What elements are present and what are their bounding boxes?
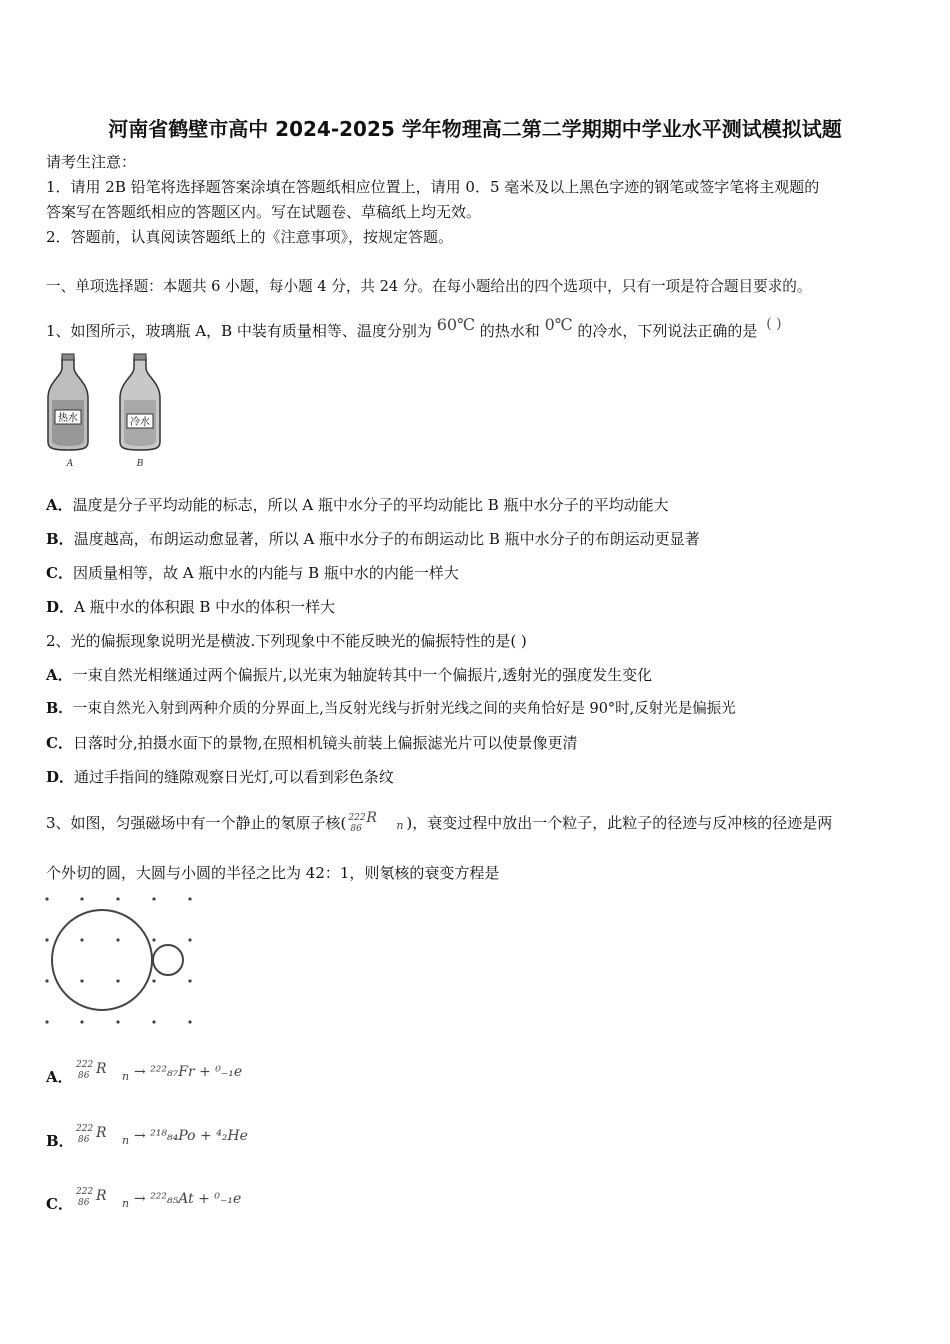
option-text: 日落时分,拍摄水面下的景物,在照相机镜头前装上偏振滤光片可以使景像更清 — [72, 734, 578, 752]
option-key: C． — [46, 734, 73, 752]
option-text: 因质量相等，故 A 瓶中水的内能与 B 瓶中水的内能一样大 — [72, 564, 459, 582]
option-text: 通过手指间的缝隙观察日光灯,可以看到彩色条纹 — [74, 768, 394, 786]
nuc-tail: n — [122, 1134, 130, 1147]
bottle-b-label: 冷水 — [130, 417, 150, 428]
radon-nucleus-symbol — [346, 810, 406, 835]
option-text: 温度越高，布朗运动愈显著，所以 A 瓶中水分子的布朗运动比 B 瓶中水分子的布朗运动更显著 — [73, 530, 700, 548]
q2-option-d — [46, 766, 394, 788]
option-key: B． — [46, 700, 73, 717]
q2-option-c — [46, 732, 578, 754]
option-key: B． — [46, 1132, 74, 1150]
notice-line-1: 1．请用 2B 铅笔将选择题答案涂填在答题纸相应位置上，请用 0．5 毫米及以上黑色字迹的钢笔或签字笔将主观题的 — [46, 178, 820, 196]
q2-option-b — [46, 698, 736, 720]
nuc-symbol: R — [96, 1188, 107, 1204]
bottle-b-caption: B — [136, 459, 144, 469]
option-key: A． — [46, 496, 73, 514]
q1-stem-part-b: 的热水和 — [479, 322, 540, 340]
q1-option-d — [46, 596, 335, 618]
section-heading: 一、单项选择题：本题共 6 小题，每小题 4 分，共 24 分。在每小题给出的四个选项中，只有一项是符合题目要求的。 — [46, 278, 812, 295]
option-key: C． — [46, 1195, 73, 1213]
nuc-mass: 222 — [76, 1060, 94, 1070]
notice-line-3: 2．答题前，认真阅读答题纸上的《注意事项》，按规定答题。 — [46, 228, 454, 246]
field-dots — [45, 897, 191, 1023]
q3-stem-line-2: 个外切的圆，大圆与小圆的半径之比为 42：1，则氡核的衰变方程是 — [46, 864, 500, 882]
option-key: B． — [46, 530, 74, 548]
q3-option-a — [46, 1066, 73, 1088]
nuc-tail: n — [396, 819, 404, 832]
q2-option-a — [46, 664, 652, 686]
option-text: A 瓶中水的体积跟 B 中水的体积一样大 — [74, 598, 336, 616]
q3-option-b — [46, 1130, 74, 1152]
q1-option-c — [46, 562, 459, 584]
q3-option-c-lhs — [76, 1187, 136, 1213]
q1-bottles-figure — [46, 352, 171, 472]
q1-temp-hot: 60℃ — [436, 315, 475, 334]
bottle-a-caption: A — [66, 459, 74, 469]
large-track-circle — [52, 910, 152, 1010]
q3-stem-part-b: )，衰变过程中放出一个粒子，此粒子的径迹与反冲核的径迹是两 — [406, 814, 833, 832]
notice-heading: 请考生注意： — [46, 153, 137, 171]
q1-stem-part-a: 1、如图所示，玻璃瓶 A，B 中装有质量相等、温度分别为 — [46, 322, 432, 340]
q3-option-a-lhs — [76, 1060, 136, 1086]
q3-option-b-lhs — [76, 1124, 136, 1150]
q1-stem-part-c: 的冷水，下列说法正确的是 — [577, 322, 758, 340]
nuc-symbol: R — [96, 1125, 107, 1141]
q3-stem-part-a: 3、如图，匀强磁场中有一个静止的氡原子核( — [46, 814, 347, 832]
nuc-symbol: R — [366, 810, 377, 826]
q1-option-b — [46, 528, 700, 550]
option-key: D． — [46, 598, 75, 616]
nuc-charge: 86 — [78, 1135, 90, 1145]
q1-answer-paren: ( ) — [766, 316, 782, 332]
nuc-mass: 222 — [76, 1124, 94, 1134]
option-text: 一束自然光入射到两种介质的分界面上,当反射光线与折射光线之间的夹角恰好是 90°时,反射光是偏振光 — [72, 701, 736, 717]
nuc-charge: 86 — [78, 1071, 90, 1081]
option-text: 温度是分子平均动能的标志，所以 A 瓶中水分子的平均动能比 B 瓶中水分子的平均动能大 — [72, 496, 669, 514]
option-key: D． — [46, 768, 75, 786]
bottle-b-cold-water — [120, 354, 160, 469]
bottle-a-label: 热水 — [58, 413, 78, 424]
option-text: 一束自然光相继通过两个偏振片,以光束为轴旋转其中一个偏振片,透射光的强度发生变化 — [72, 666, 653, 684]
nuc-mass: 222 — [348, 813, 366, 823]
q3-option-b-rhs: → ²¹⁸₈₄Po + ⁴₂He — [134, 1128, 248, 1144]
option-key: C． — [46, 564, 73, 582]
q3-stem-line-1 — [46, 812, 832, 835]
q3-option-c-rhs: → ²²²₈₅At + ⁰₋₁e — [134, 1191, 242, 1207]
nuc-charge: 86 — [350, 824, 362, 834]
page-title: 河南省鹤壁市高中 2024-2025 学年物理高二第二学期期中学业水平测试模拟试题 — [108, 117, 842, 141]
notice-line-2: 答案写在答题纸相应的答题区内。写在试题卷、草稿纸上均无效。 — [46, 203, 482, 221]
q2-stem: 2、光的偏振现象说明光是横波.下列现象中不能反映光的偏振特性的是( ) — [46, 632, 527, 650]
nuc-charge: 86 — [78, 1198, 90, 1208]
q1-stem — [46, 313, 782, 342]
option-key: A． — [46, 666, 73, 684]
nuc-tail: n — [122, 1070, 130, 1083]
q3-option-a-rhs: → ²²²₈₇Fr + ⁰₋₁e — [134, 1064, 243, 1080]
q1-temp-cold: 0℃ — [544, 315, 573, 334]
small-track-circle — [153, 945, 183, 975]
q3-magnetic-field-figure — [40, 892, 205, 1032]
q1-option-a — [46, 494, 669, 516]
q3-option-c — [46, 1193, 73, 1215]
bottle-a-hot-water — [48, 354, 88, 469]
nuc-tail: n — [122, 1197, 130, 1210]
nuc-symbol: R — [96, 1061, 107, 1077]
option-key: A． — [46, 1068, 73, 1086]
nuc-mass: 222 — [76, 1187, 94, 1197]
